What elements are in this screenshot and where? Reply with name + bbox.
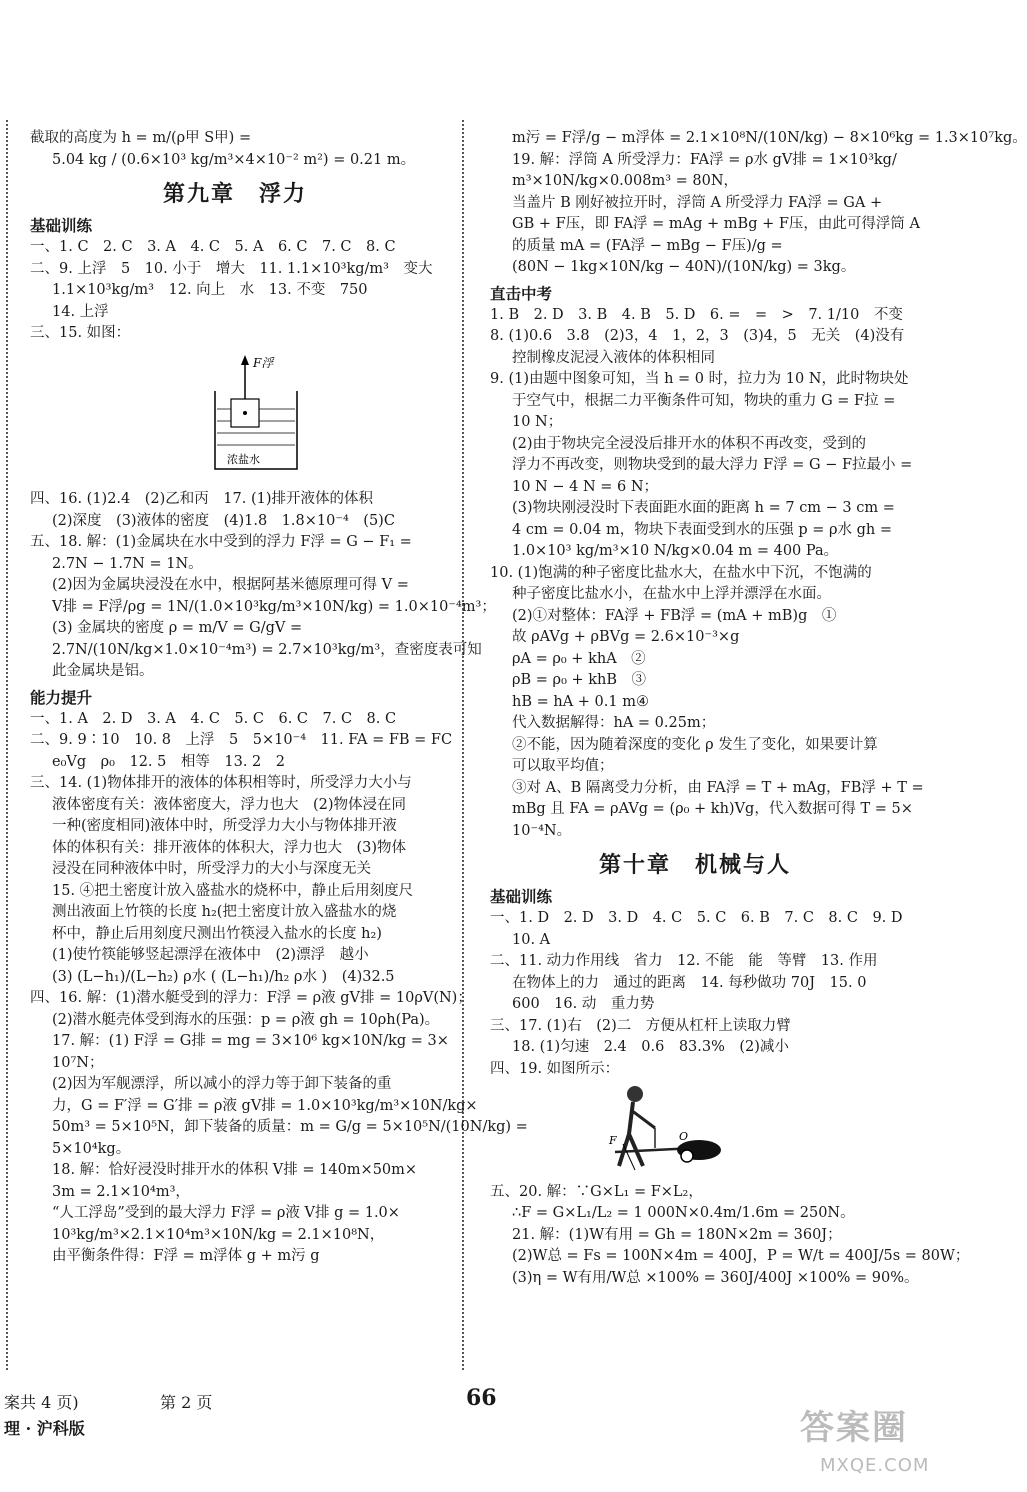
text-line: 浸没在同种液体中时，所受浮力的大小与深度无关 <box>52 861 371 877</box>
text-line: mBg 且 FA = ρAVg = (ρ₀ + kh)Vg，代入数据可得 T = 5× <box>512 801 913 817</box>
text-line: 8. (1)0.6 3.8 (2)3，4 1，2，3 (3)4，5 无关 (4)没有 <box>490 328 905 344</box>
text-line: 1. B 2. D 3. B 4. B 5. D 6. = = > 7. 1/10 不变 <box>490 306 903 323</box>
footer-edition: 理 · 沪科版 <box>4 1419 85 1438</box>
text-line: (3)物块刚浸没时下表面距水面的距离 h = 7 cm − 3 cm = <box>512 500 895 516</box>
text-line: (80N − 1kg×10N/kg − 40N)/(10N/kg) = 3kg。 <box>512 259 856 275</box>
text-line: 二、9. 上浮 5 10. 小于 增大 11. 1.1×10³kg/m³ 变大 <box>30 260 433 277</box>
force-label: F浮 <box>253 355 274 370</box>
text-line: 由平衡条件得：F浮 = m浮体 g + m污 g <box>52 1248 320 1264</box>
text-line: (2)深度 (3)液体的密度 (4)1.8 1.8×10⁻⁴ (5)C <box>52 512 395 529</box>
text-line: 17. 解：(1) F浮 = G排 = mg = 3×10⁶ kg×10N/kg = 3× <box>52 1033 449 1049</box>
text-line: 四、19. 如图所示： <box>490 1060 620 1077</box>
text-line: 一、1. C 2. C 3. A 4. C 5. A 6. C 7. C 8. C <box>30 239 396 255</box>
text-line: 液体密度有关：液体密度大，浮力也大 (2)物体浸在同 <box>52 796 407 813</box>
page-number: 66 <box>466 1385 497 1411</box>
text-line: 三、15. 如图： <box>30 325 131 341</box>
text-line: 杯中，静止后用刻度尺测出竹筷浸入盐水的长度 h₂) <box>52 925 382 942</box>
text-line: (2)因为军舰漂浮，所以减小的浮力等于卸下装备的重 <box>52 1076 392 1092</box>
text-line: 10. (1)饱满的种子密度比盐水大，在盐水中下沉，不饱满的 <box>490 564 872 581</box>
text-line: ②不能，因为随着深度的变化 ρ 发生了变化，如果要计算 <box>512 736 878 753</box>
text-line: (1)使竹筷能够竖起漂浮在液体中 (2)漂浮 越小 <box>52 947 369 963</box>
text-line: 当盖片 B 刚好被拉开时，浮筒 A 所受浮力 FA浮 = GA + <box>512 194 883 211</box>
text-line: 2.7N/(10N/kg×1.0×10⁻⁴m³) = 2.7×10³kg/m³，查密度表可知 <box>52 641 482 658</box>
wheelbarrow-figure <box>605 1082 725 1172</box>
footer-left-text: 案共 4 页) <box>4 1393 79 1412</box>
section-heading: 基础训练 <box>490 888 553 906</box>
text-line: (3)η = W有用/W总 ×100% = 360J/400J ×100% = 90%。 <box>512 1269 919 1286</box>
beaker-figure <box>205 351 315 476</box>
text-line: 21. 解：(1)W有用 = Gh = 180N×2m = 360J； <box>512 1226 842 1243</box>
text-line: (2)因为金属块浸没在水中，根据阿基米德原理可得 V = <box>52 577 409 593</box>
text-line: 浮力不再改变，则物块受到的最大浮力 F浮 = G − F拉最小 = <box>512 457 913 473</box>
text-line: m³×10N/kg×0.008m³ = 80N， <box>512 173 739 189</box>
text-line: ρA = ρ₀ + khA ② <box>512 650 646 667</box>
text-line: “人工浮岛”受到的最大浮力 F浮 = ρ液 V排 g = 1.0× <box>52 1205 400 1221</box>
text-line: (2)W总 = Fs = 100N×4m = 400J，P = W/t = 400J/5s = 80W； <box>512 1248 970 1264</box>
text-line: (3) 金属块的密度 ρ = m/V = G/gV = <box>52 620 303 636</box>
text-line: (2)①对整体：FA浮 + FB浮 = (mA + mB)g ① <box>512 607 837 624</box>
text-line: (3) (L−h₁)/(L−h₂) ρ水 ( (L−h₁)/h₂ ρ水 ) (4)32.5 <box>52 968 395 985</box>
text-line: 4 cm = 0.04 m，物块下表面受到水的压强 p = ρ水 gh = <box>512 521 892 538</box>
text-line: 代入数据解得：hA = 0.25m； <box>512 715 716 731</box>
watermark-logo <box>800 1400 929 1476</box>
liquid-label: 浓盐水 <box>227 452 260 466</box>
text-line: 于空气中，根据二力平衡条件可知，物块的重力 G = F拉 = <box>512 392 896 409</box>
text-line: e₀Vg ρ₀ 12. 5 相等 13. 2 2 <box>52 753 285 770</box>
force-label: F <box>609 1134 617 1147</box>
text-line: 15. ④把土密度计放入盛盐水的烧杯中，静止后用刻度尺 <box>52 882 414 899</box>
pivot-label: O <box>679 1130 689 1143</box>
text-line: 19. 解：浮筒 A 所受浮力：FA浮 = ρ水 gV排 = 1×10³kg/ <box>512 151 897 168</box>
text-line: 14. 上浮 <box>52 303 109 320</box>
watermark-text: 答案圈 <box>800 1408 908 1448</box>
text-line: 一、1. A 2. D 3. A 4. C 5. C 6. C 7. C 8. C <box>30 710 397 727</box>
text-line: 10⁷N； <box>52 1054 104 1071</box>
text-line: V排 = F浮/ρg = 1N/(1.0×10³kg/m³×10N/kg) = 1.0×10⁻⁴m³； <box>52 598 496 615</box>
watermark-url: MXQE.COM <box>820 1455 930 1476</box>
text-line: 体的体积有关：排开液体的体积大，浮力也大 (3)物体 <box>52 839 407 856</box>
text-line: 种子密度比盐水小，在盐水中上浮并漂浮在水面。 <box>512 586 831 602</box>
text-line: 五、20. 解：∵G×L₁ = F×L₂， <box>490 1183 703 1200</box>
text-line: 控制橡皮泥浸入液体的体积相同 <box>512 349 715 366</box>
left-dotted-border <box>6 120 14 1370</box>
text-line: GB + F压，即 FA浮 = mAg + mBg + F压，由此可得浮筒 A <box>512 216 920 232</box>
text-line: 50m³ = 5×10⁵N，卸下装备的质量：m = G/g = 5×10⁵N/(10N/kg) = <box>52 1119 528 1135</box>
text-line: 截取的高度为 h = m/(ρ甲 S甲) = <box>30 130 252 146</box>
text-line: 3m = 2.1×10⁴m³， <box>52 1183 190 1200</box>
right-column <box>490 128 1027 1289</box>
text-line: 可以取平均值； <box>512 758 614 774</box>
text-line: 的质量 mA = (FA浮 − mBg − F压)/g = <box>512 237 783 254</box>
text-line: 1.0×10³ kg/m³×10 N/kg×0.04 m = 400 Pa。 <box>512 543 839 559</box>
text-line: 三、17. (1)右 (2)二 方便从杠杆上读取力臂 <box>490 1017 791 1034</box>
text-line: 一种(密度相同)液体中时，所受浮力大小与物体排开液 <box>52 818 397 834</box>
chapter-title: 第九章 浮力 <box>162 181 307 207</box>
text-line: m污 = F浮/g − m浮体 = 2.1×10⁸N/(10N/kg) − 8×10⁶kg = 1.3×10⁷kg。 <box>512 130 1027 146</box>
text-line: 5.04 kg / (0.6×10³ kg/m³×4×10⁻² m²) = 0.21 m。 <box>52 151 416 168</box>
text-line: (2)由于物块完全浸没后排开水的体积不再改变，受到的 <box>512 435 867 452</box>
text-line: 四、16. 解：(1)潜水艇受到的浮力：F浮 = ρ液 gV排 = 10ρV(N)； <box>30 990 472 1006</box>
text-line: 9. (1)由题中图象可知，当 h = 0 时，拉力为 10 N，此时物块处 <box>490 371 909 387</box>
footer-page-label: 第 2 页 <box>160 1393 213 1412</box>
text-line: 此金属块是铝。 <box>52 663 154 679</box>
text-line: 10. A <box>512 931 551 948</box>
text-line: 故 ρAVg + ρBVg = 2.6×10⁻³×g <box>512 629 740 645</box>
section-heading: 基础训练 <box>30 217 93 235</box>
text-line: 力，G = F′浮 = G′排 = ρ液 gV排 = 1.0×10³kg/m³×10N/kg× <box>52 1097 478 1114</box>
text-line: 18. (1)匀速 2.4 0.6 83.3% (2)减小 <box>512 1039 789 1055</box>
text-line: 10⁻⁴N。 <box>512 822 572 839</box>
text-line: 2.7N − 1.7N = 1N。 <box>52 555 203 572</box>
text-line: 四、16. (1)2.4 (2)乙和丙 17. (1)排开液体的体积 <box>30 491 374 507</box>
section-heading: 能力提升 <box>30 688 93 707</box>
text-line: 二、11. 动力作用线 省力 12. 不能 能 等臂 13. 作用 <box>490 953 878 969</box>
text-line: 1.1×10³kg/m³ 12. 向上 水 13. 不变 750 <box>52 282 368 298</box>
text-line: 18. 解：恰好浸没时排开水的体积 V排 = 140m×50m× <box>52 1162 418 1178</box>
text-line: ∴F = G×L₁/L₂ = 1 000N×0.4m/1.6m = 250N。 <box>512 1205 855 1221</box>
text-line: 在物体上的力 通过的距离 14. 每秒做功 70J 15. 0 <box>512 974 867 991</box>
text-line: 三、14. (1)物体排开的液体的体积相等时，所受浮力大小与 <box>30 775 412 791</box>
text-line: 二、9. 9∶10 10. 8 上浮 5 5×10⁻⁴ 11. FA = FB = FC <box>30 732 453 748</box>
text-line: 10 N − 4 N = 6 N； <box>512 478 659 495</box>
text-line: 测出液面上竹筷的长度 h₂(把土密度计放入盛盐水的烧 <box>52 904 397 920</box>
text-line: 5×10⁴kg。 <box>52 1140 131 1157</box>
text-line: 600 16. 动 重力势 <box>512 996 655 1012</box>
text-line: hB = hA + 0.1 m④ <box>512 693 649 710</box>
text-line: 一、1. D 2. D 3. D 4. C 5. C 6. B 7. C 8. C 9. D <box>490 910 903 926</box>
section-heading: 直击中考 <box>490 284 553 303</box>
text-line: 五、18. 解：(1)金属块在水中受到的浮力 F浮 = G − F₁ = <box>30 534 412 550</box>
middle-dotted-divider <box>462 120 466 1370</box>
text-line: 10 N； <box>512 414 563 430</box>
text-line: ρB = ρ₀ + khB ③ <box>512 672 647 688</box>
text-line: 10³kg/m³×2.1×10⁴m³×10N/kg = 2.1×10⁸N， <box>52 1226 385 1243</box>
chapter-title: 第十章 机械与人 <box>598 852 791 878</box>
text-line: (2)潜水艇壳体受到海水的压强：p = ρ液 gh = 10ρh(Pa)。 <box>52 1011 440 1028</box>
text-line: ③对 A、B 隔离受力分析，由 FA浮 = T + mAg，FB浮 + T = <box>512 779 924 796</box>
